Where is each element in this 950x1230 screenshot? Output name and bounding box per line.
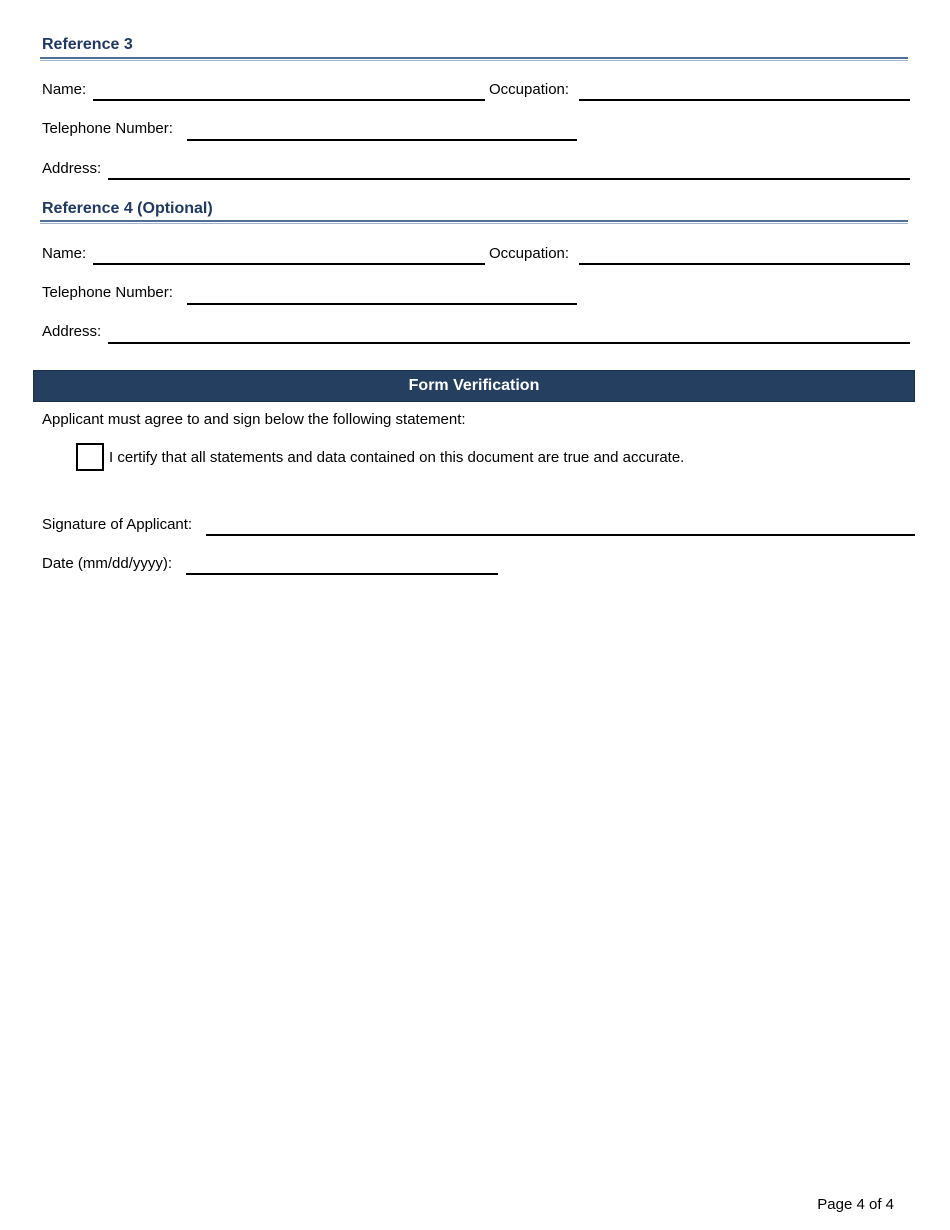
reference-3-address-field[interactable] <box>108 160 910 180</box>
form-verification-banner <box>33 370 915 402</box>
reference-4-name-field[interactable] <box>93 245 485 265</box>
verification-instruction: Applicant must agree to and sign below the following statement: <box>42 411 466 428</box>
reference-3-heading: Reference 3 <box>42 36 133 53</box>
reference-4-occupation-label: Occupation: <box>489 245 570 262</box>
certify-statement: I certify that all statements and data contained on this document are true and accurate. <box>109 449 685 466</box>
date-label: Date (mm/dd/yyyy): <box>42 555 173 572</box>
page-number: Page 4 of 4 <box>817 1196 894 1213</box>
reference-3-name-label: Name: <box>42 81 87 98</box>
certify-checkbox[interactable] <box>76 443 104 471</box>
reference-3-telephone-label: Telephone Number: <box>42 120 173 137</box>
reference-4-rule <box>40 220 908 224</box>
signature-label: Signature of Applicant: <box>42 516 193 533</box>
reference-4-address-field[interactable] <box>108 324 910 344</box>
reference-4-telephone-field[interactable] <box>187 285 577 305</box>
reference-4-heading: Reference 4 (Optional) <box>42 200 213 217</box>
reference-3-rule <box>40 57 908 61</box>
reference-4-telephone-label: Telephone Number: <box>42 284 173 301</box>
reference-4-occupation-field[interactable] <box>579 245 910 265</box>
reference-3-occupation-label: Occupation: <box>489 81 570 98</box>
reference-4-name-label: Name: <box>42 245 87 262</box>
signature-field[interactable] <box>206 516 915 536</box>
reference-4-address-label: Address: <box>42 323 102 340</box>
form-verification-title: Form Verification <box>408 377 540 394</box>
reference-3-name-field[interactable] <box>93 81 485 101</box>
reference-3-occupation-field[interactable] <box>579 81 910 101</box>
reference-3-telephone-field[interactable] <box>187 121 577 141</box>
reference-3-address-label: Address: <box>42 160 102 177</box>
date-field[interactable] <box>186 555 498 575</box>
